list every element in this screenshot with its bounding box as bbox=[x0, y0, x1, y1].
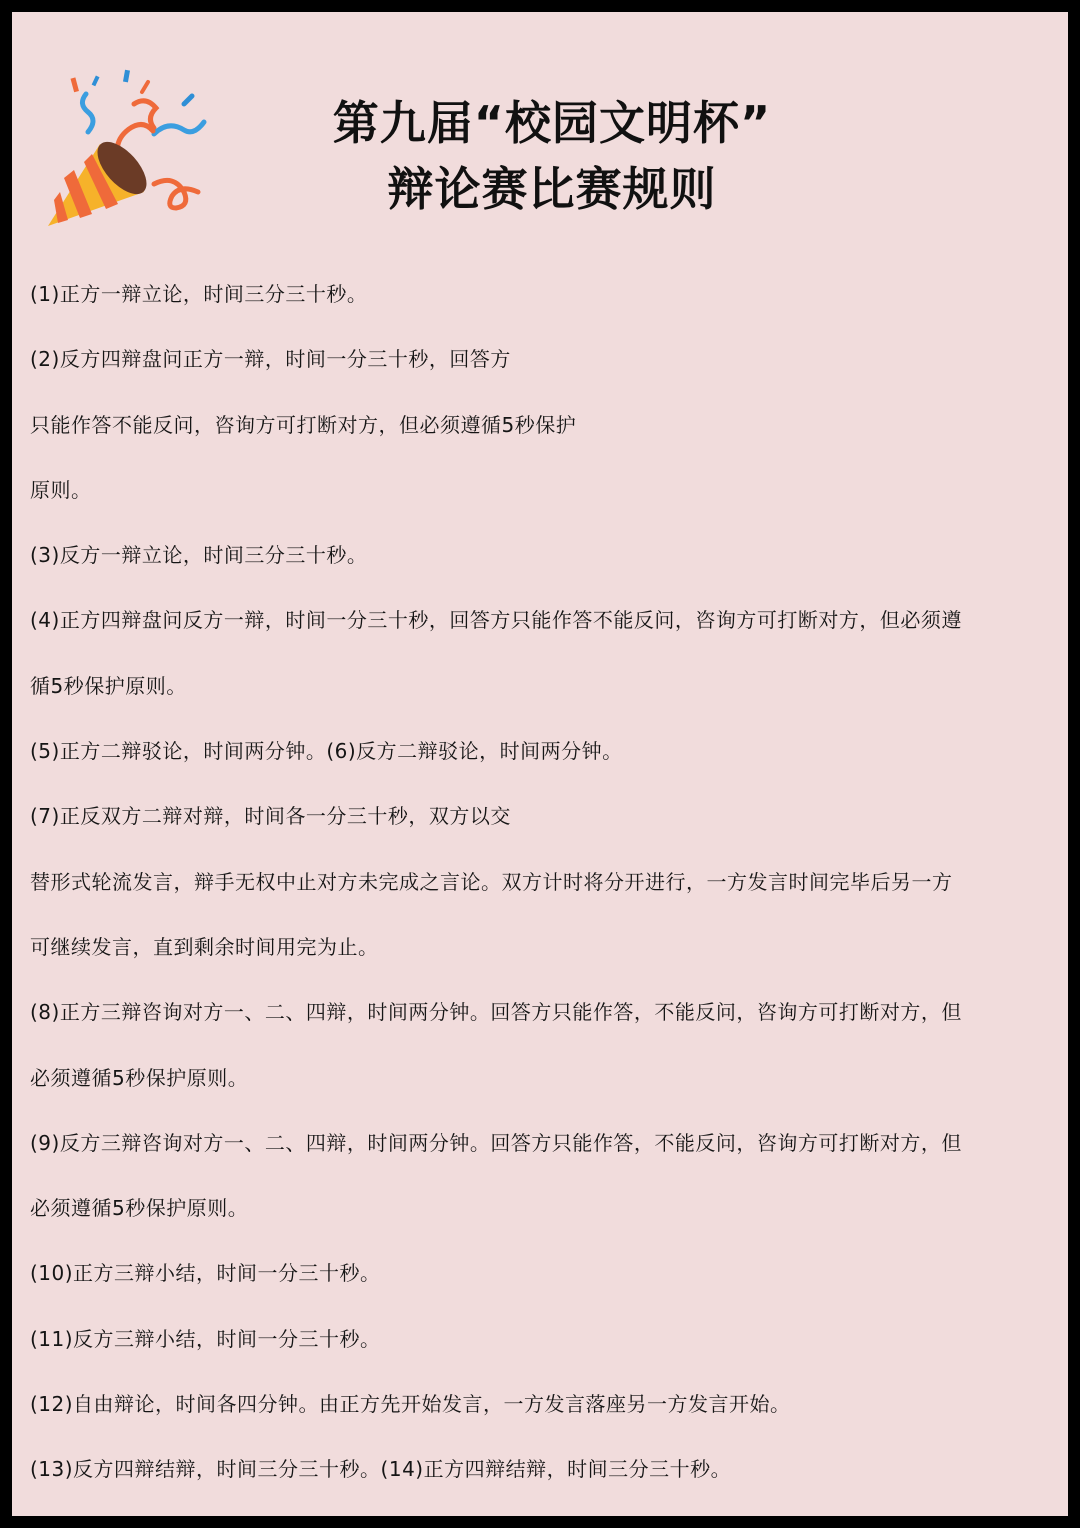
party-popper-icon bbox=[34, 64, 219, 234]
page-title: 第九届“校园文明杯” bbox=[332, 96, 772, 150]
page-subtitle: 辩论赛比赛规则 bbox=[387, 162, 717, 216]
rule-line: (5)正方二辩驳论，时间两分钟。(6)反方二辩驳论，时间两分钟。 bbox=[30, 739, 623, 764]
rule-line: (10)正方三辩小结，时间一分三十秒。 bbox=[30, 1261, 381, 1286]
rule-line: 必须遵循5秒保护原则。 bbox=[30, 1196, 249, 1221]
rule-line: (11)反方三辩小结，时间一分三十秒。 bbox=[30, 1326, 381, 1351]
rule-line: 循5秒保护原则。 bbox=[30, 673, 187, 698]
rule-line: (9)反方三辩咨询对方一、二、四辩，时间两分钟。回答方只能作答，不能反问，咨询方可打断对方，但 bbox=[30, 1130, 962, 1155]
rule-line: (2)反方四辩盘问正方一辩，时间一分三十秒，回答方 bbox=[30, 347, 511, 372]
rule-line: (8)正方三辩咨询对方一、二、四辩，时间两分钟。回答方只能作答，不能反问，咨询方可打断对方，但 bbox=[30, 1000, 962, 1025]
document-header bbox=[12, 12, 1068, 242]
rule-line: 只能作答不能反问，咨询方可打断对方，但必须遵循5秒保护 bbox=[30, 412, 577, 437]
rule-line: 原则。 bbox=[30, 477, 92, 502]
rule-line: (12)自由辩论，时间各四分钟。由正方先开始发言，一方发言落座另一方发言开始。 bbox=[30, 1392, 791, 1417]
rule-line: 替形式轮流发言，辩手无权中止对方未完成之言论。双方计时将分开进行，一方发言时间完毕后另一方 bbox=[30, 869, 953, 894]
rule-line: (3)反方一辩立论，时间三分三十秒。 bbox=[30, 543, 368, 568]
rule-line: (1)正方一辩立论，时间三分三十秒。 bbox=[30, 282, 368, 306]
rules-body bbox=[30, 262, 1068, 1503]
rule-line: 可继续发言，直到剩余时间用完为止。 bbox=[30, 934, 379, 959]
rule-line: 必须遵循5秒保护原则。 bbox=[30, 1065, 249, 1090]
rule-line: (4)正方四辩盘问反方一辩，时间一分三十秒，回答方只能作答不能反问，咨询方可打断对方，但必须遵 bbox=[30, 608, 962, 633]
rule-line: (7)正反双方二辩对辩，时间各一分三十秒，双方以交 bbox=[30, 804, 511, 829]
document-page bbox=[12, 12, 1068, 1516]
rule-line: (13)反方四辩结辩，时间三分三十秒。(14)正方四辩结辩，时间三分三十秒。 bbox=[30, 1457, 732, 1482]
title-block bbox=[242, 90, 862, 222]
